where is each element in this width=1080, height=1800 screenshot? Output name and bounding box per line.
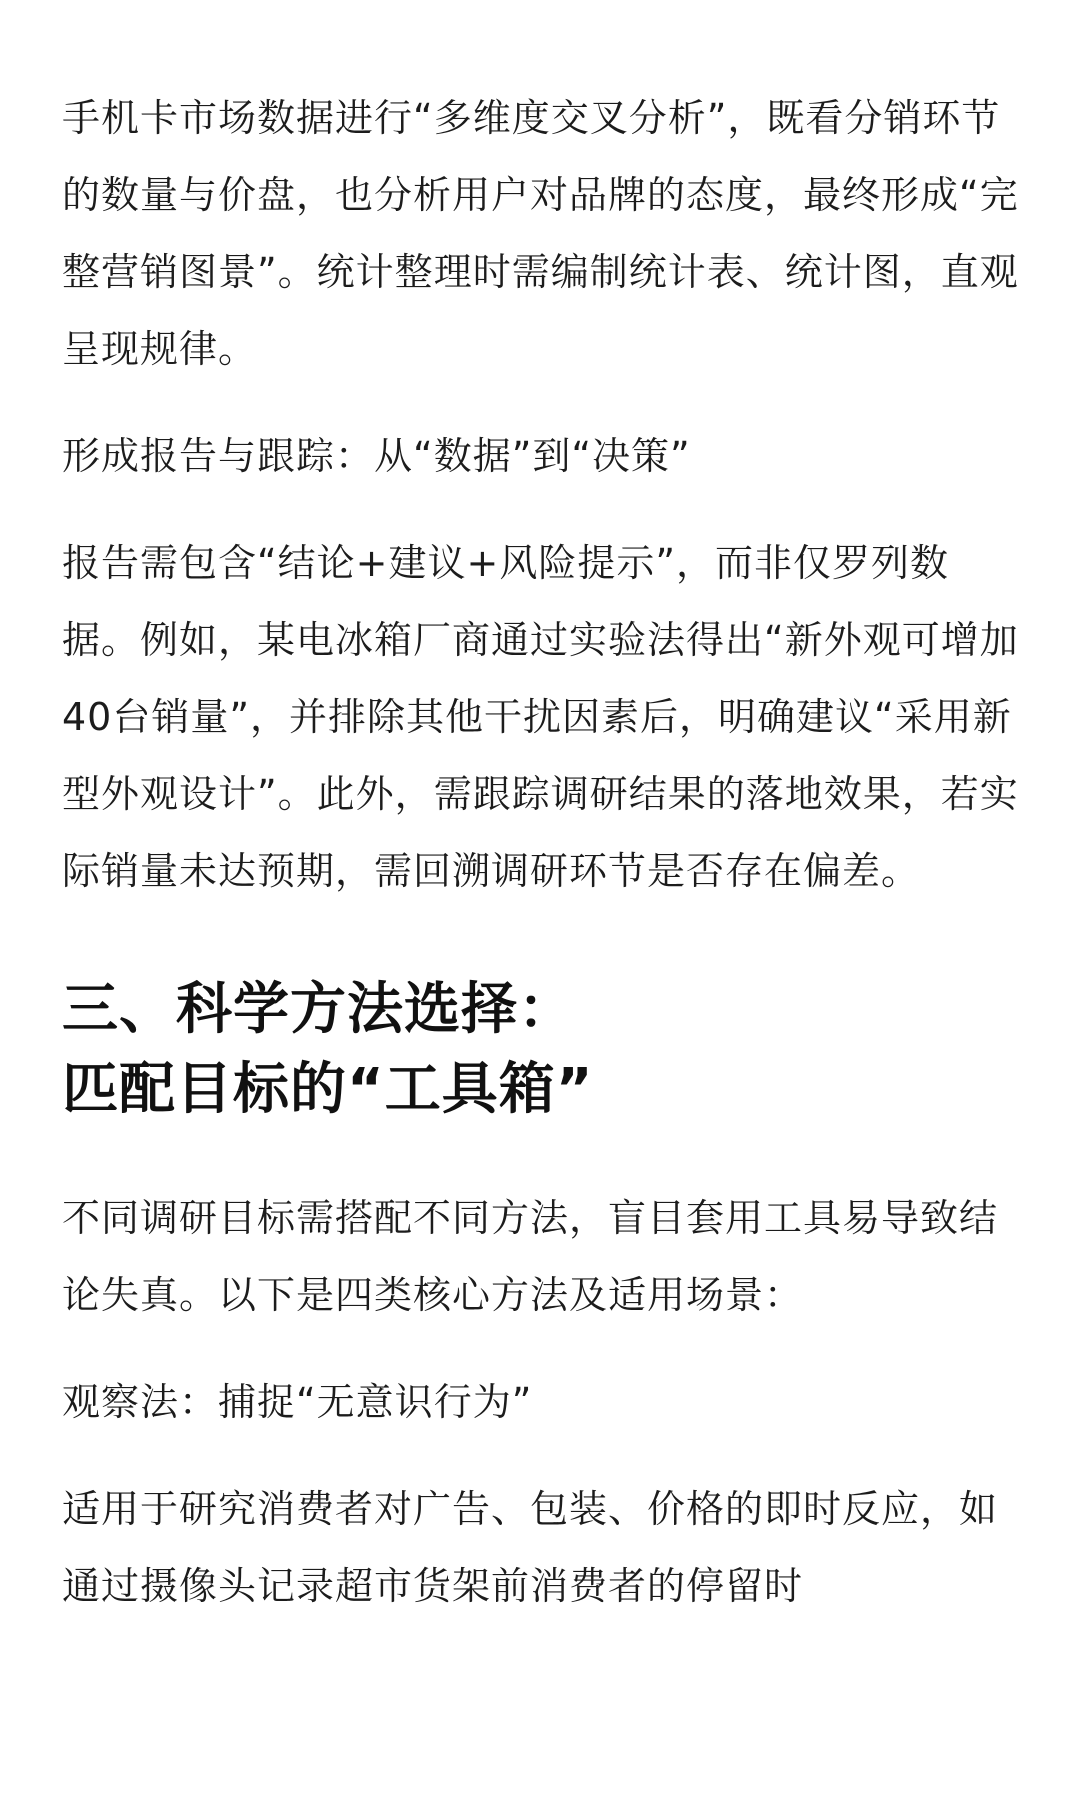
section-heading — [62, 970, 1022, 1130]
paragraph-observation: 适用于研究消费者对广告、包装、价格的即时反应，如通过摄像头记录超市货架前消费者的停留时 — [62, 1487, 999, 1608]
article-body — [62, 80, 1022, 1625]
section-heading-line1: 三、科学方法选择： — [62, 977, 575, 1042]
subtitle-report-tracking: 形成报告与跟踪：从“数据”到“决策” — [62, 434, 691, 478]
section-heading-line2: 匹配目标的“工具箱” — [62, 1057, 594, 1122]
paragraph-methods-intro: 不同调研目标需搭配不同方法，盲目套用工具易导致结论失真。以下是四类核心方法及适用场景： — [62, 1196, 999, 1317]
paragraph-report: 报告需包含“结论+建议+风险提示”，而非仅罗列数据。例如，某电冰箱厂商通过实验法得出“新外观可增加40台销量”，并排除其他干扰因素后，明确建议“采用新型外观设计”。此外，需跟踪调研结果的落地效果，若实际销量未达预期，需回溯调研环节是否存在偏差。 — [62, 541, 1019, 893]
paragraph-analysis: 手机卡市场数据进行“多维度交叉分析”，既看分销环节的数量与价盘，也分析用户对品牌的态度，最终形成“完整营销图景”。统计整理时需编制统计表、统计图，直观呈现规律。 — [62, 96, 1019, 371]
subtitle-observation: 观察法：捕捉“无意识行为” — [62, 1380, 533, 1424]
